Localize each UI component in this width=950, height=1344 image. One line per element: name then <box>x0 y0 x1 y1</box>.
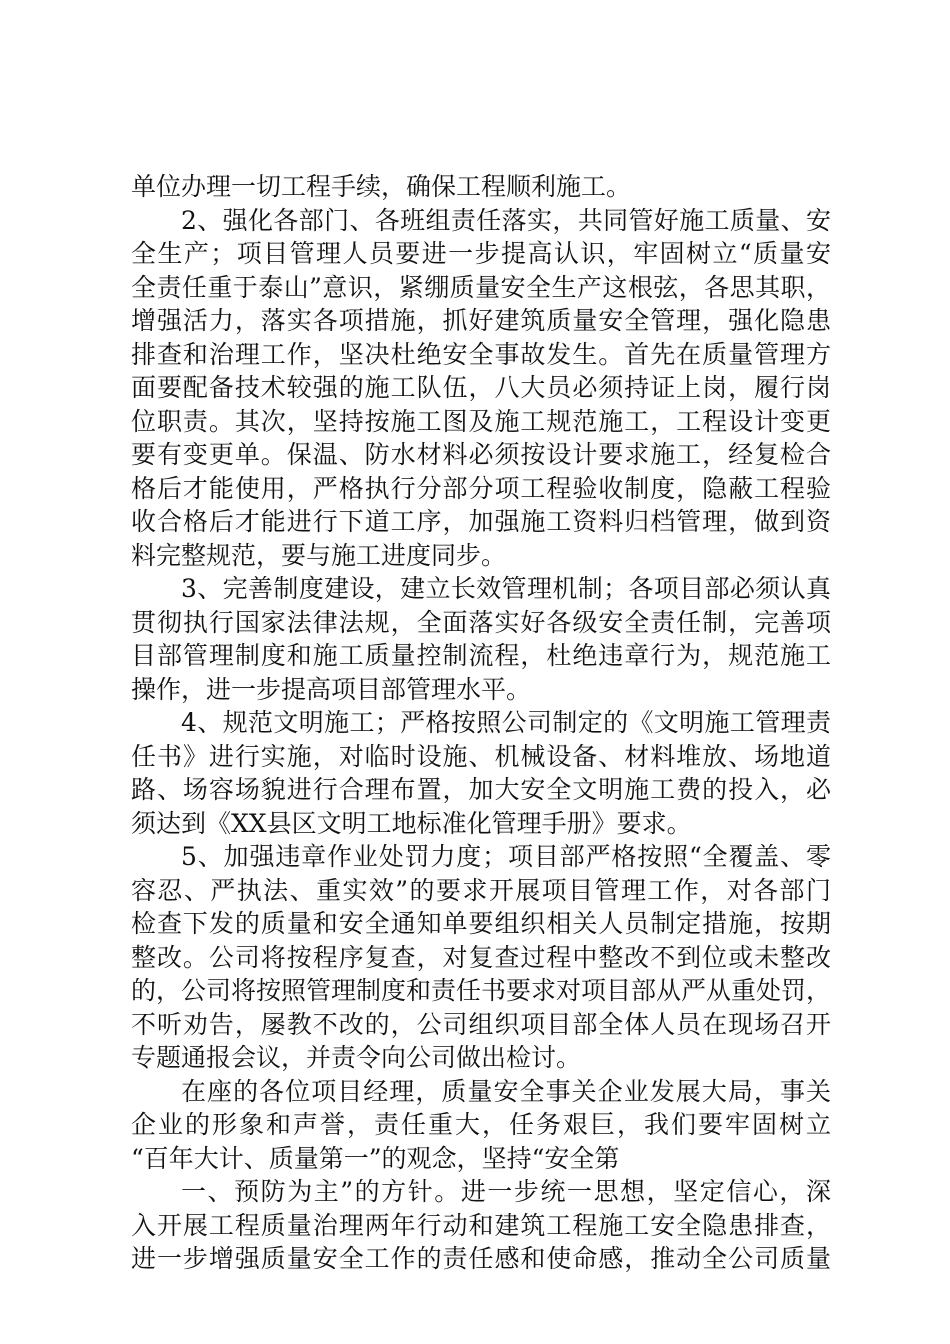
text-line: 检查下发的质量和安全通知单要组织相关人员制定措施，按期 <box>131 909 831 938</box>
text-line: 料完整规范，要与施工进度同步。 <box>131 540 507 570</box>
text-line: 一、预防为主”的方针。进一步统一思想，坚定信心，深 <box>181 1177 831 1206</box>
text-line: 不听劝告，屡教不改的，公司组织项目部全体人员在现场召开 <box>131 1009 831 1039</box>
document-body <box>131 170 831 1276</box>
text-line: 企业的形象和声誉，责任重大，任务艰巨，我们要牢固树立 <box>131 1110 831 1139</box>
text-line: 专题通报会议，并责令向公司做出检讨。 <box>131 1043 582 1072</box>
text-line: 单位办理一切工程手续，确保工程顺利施工。 <box>131 172 632 201</box>
text-line: 的，公司将按照管理制度和责任书要求对项目部从严从重处罚， <box>131 976 832 1005</box>
text-line: 入开展工程质量治理两年行动和建筑工程施工安全隐患排查， <box>131 1210 831 1240</box>
text-line: 全责任重于泰山”意识，紧绷质量安全生产这根弦，各思其职， <box>131 272 831 302</box>
text-line: 格后才能使用，严格执行分部分项工程验收制度，隐蔽工程验 <box>131 473 831 503</box>
text-line: 目部管理制度和施工质量控制流程，杜绝违章行为，规范施工 <box>131 641 831 670</box>
text-line: 路、场容场貌进行合理布置，加大安全文明施工费的投入，必 <box>131 775 831 804</box>
text-line: 2、强化各部门、各班组责任落实，共同管好施工质量、安 <box>181 205 831 235</box>
text-line: 贯彻执行国家法律法规，全面落实好各级安全责任制，完善项 <box>131 607 831 637</box>
text-line: 进一步增强质量安全工作的责任感和使命感，推动全公司质量 <box>131 1244 831 1273</box>
text-line: “百年大计、质量第一”的观念，坚持“安全第 <box>131 1143 620 1173</box>
text-line: 收合格后才能进行下道工序，加强施工资料归档管理，做到资 <box>131 507 831 536</box>
text-line: 在座的各位项目经理，质量安全事关企业发展大局，事关 <box>181 1076 831 1106</box>
text-line: 容忍、严执法、重实效”的要求开展项目管理工作，对各部门 <box>131 875 831 905</box>
text-line: 位职责。其次，坚持按施工图及施工规范施工，工程设计变更 <box>131 406 831 436</box>
text-line: 整改。公司将按程序复查，对复查过程中整改不到位或未整改 <box>131 942 831 972</box>
text-line: 3、完善制度建设，建立长效管理机制；各项目部必须认真 <box>181 574 831 603</box>
text-line: 排查和治理工作，坚决杜绝安全事故发生。首先在质量管理方 <box>131 339 831 369</box>
text-line: 全生产；项目管理人员要进一步提高认识，牢固树立“质量安 <box>131 239 831 268</box>
text-line: 5、加强违章作业处罚力度；项目部严格按照“全覆盖、零 <box>181 842 831 871</box>
text-line: 任书》进行实施，对临时设施、机械设备、材料堆放、场地道 <box>131 741 831 771</box>
text-line: 要有变更单。保温、防水材料必须按设计要求施工，经复检合 <box>131 440 831 469</box>
text-line: 4、规范文明施工；严格按照公司制定的《文明施工管理责 <box>181 708 831 737</box>
text-line: 操作，进一步提高项目部管理水平。 <box>131 674 532 704</box>
text-line: 增强活力，落实各项措施，抓好建筑质量安全管理，强化隐患 <box>131 306 831 335</box>
text-line: 面要配备技术较强的施工队伍，八大员必须持证上岗，履行岗 <box>131 373 831 402</box>
text-line: 须达到《XX县区文明工地标准化管理手册》要求。 <box>131 808 692 838</box>
